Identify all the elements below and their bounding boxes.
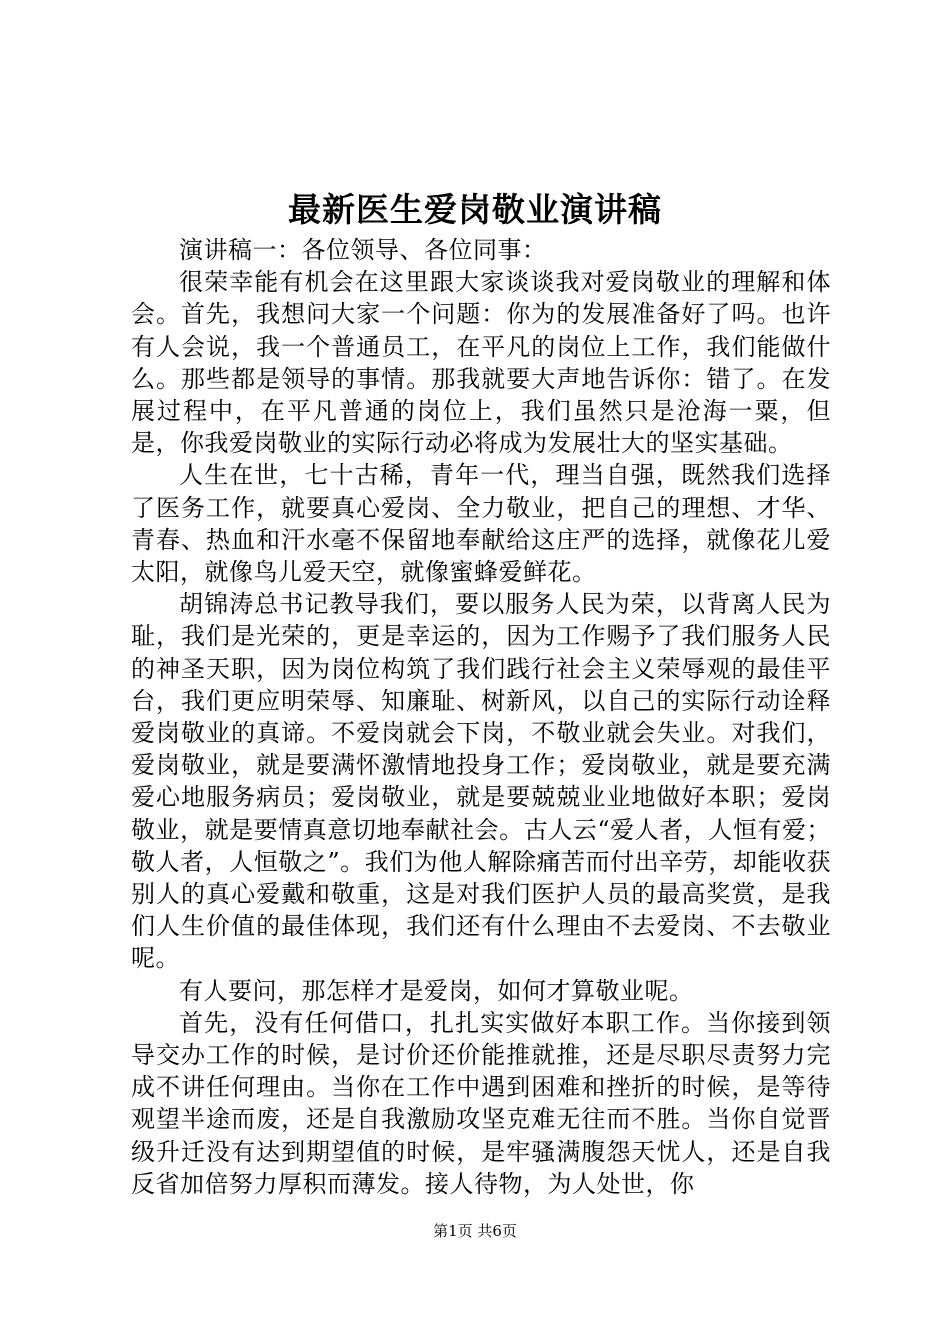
paragraph-3: 胡锦涛总书记教导我们，要以服务人民为荣，以背离人民为耻，我们是光荣的，更是幸运的，因为工作赐予了我们服务人民的神圣天职，因为岗位构筑了我们践行社会主义荣辱观的最佳平台，我们更应明荣辱、知廉耻、树新风，以自己的实际行动诠释爱岗敬业的真谛。不爱岗就会下岗，不敬业就会失业。对我们，爱岗敬业，就是要满怀激情地投身工作；爱岗敬业，就是要充满爱心地服务病员；爱岗敬业，就是要兢兢业业地做好本职；爱岗敬业，就是要情真意切地奉献社会。古人云“爱人者，人恒有爱；敬人者，人恒敬之”。我们为他人解除痛苦而付出辛劳，却能收获别人的真心爱戴和敬重，这是对我们医护人员的最高奖赏，是我们人生价值的最佳体现，我们还有什么理由不去爱岗、不去敬业呢。 bbox=[131, 590, 831, 973]
paragraph-1: 很荣幸能有机会在这里跟大家谈谈我对爱岗敬业的理解和体会。首先，我想问大家一个问题：你为的发展准备好了吗。也许有人会说，我一个普通员工，在平凡的岗位上工作，我们能做什么。那些都是领导的事情。那我就要大声地告诉你：错了。在发展过程中，在平凡普通的岗位上，我们虽然只是沧海一粟，但是，你我爱岗敬业的实际行动必将成为发展壮大的坚实基础。 bbox=[131, 268, 831, 458]
paragraph-4: 有人要问，那怎样才是爱岗，如何才算敬业呢。 bbox=[179, 976, 694, 1005]
paragraph-5: 首先，没有任何借口，扎扎实实做好本职工作。当你接到领导交办工作的时候，是讨价还价能推就推，还是尽职尽责努力完成不讲任何理由。当你在工作中遇到困难和挫折的时候，是等待观望半途而废，还是自我激励攻坚克难无往而不胜。当你自觉晋级升迁没有达到期望值的时候，是牢骚满腹怨天忧人，还是自我反省加倍努力厚积而薄发。接人待物，为人处世，你 bbox=[131, 1008, 831, 1198]
document-body bbox=[131, 234, 831, 1200]
paragraph-salutation: 演讲稿一：各位领导、各位同事： bbox=[179, 236, 547, 264]
page-number-footer: 第1页 共6页 bbox=[433, 1222, 517, 1240]
paragraph-2: 人生在世，七十古稀，青年一代，理当自强，既然我们选择了医务工作，就要真心爱岗、全力敬业，把自己的理想、才华、青春、热血和汗水毫不保留地奉献给这庄严的选择，就像花儿爱太阳，就像鸟儿爱天空，就像蜜蜂爱鲜花。 bbox=[131, 461, 831, 587]
document-title: 最新医生爱岗敬业演讲稿 bbox=[288, 190, 662, 229]
